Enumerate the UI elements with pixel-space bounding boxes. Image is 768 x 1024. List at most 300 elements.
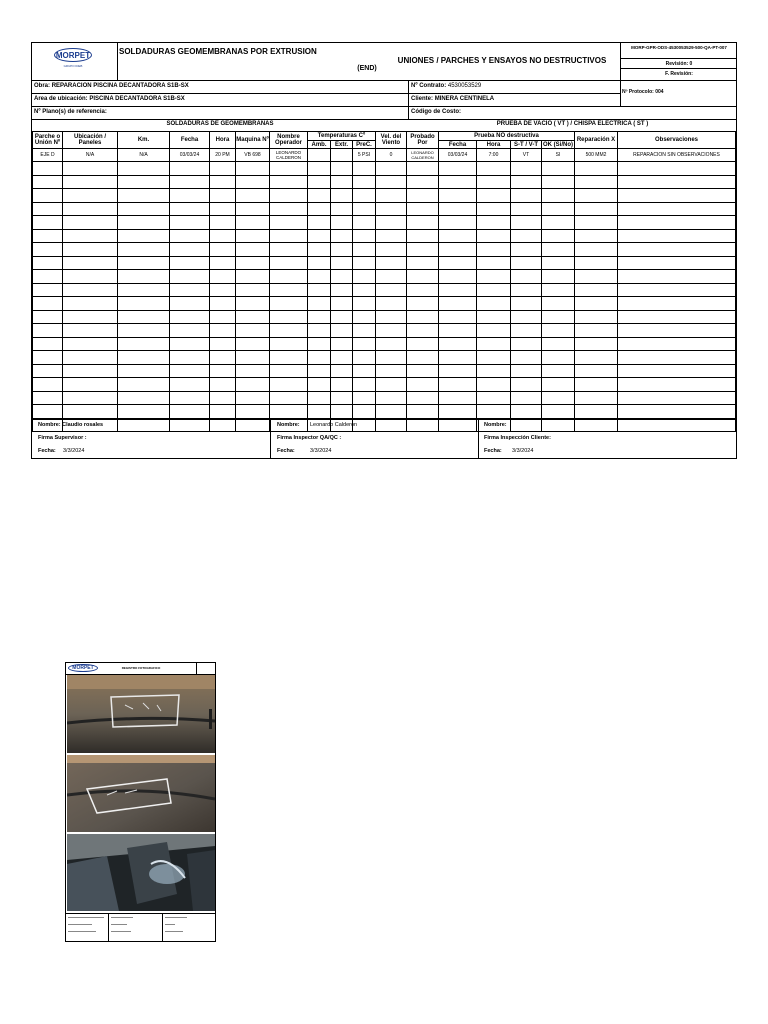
col-prueba-nd: Prueba NO destructiva xyxy=(439,132,575,141)
form-subtitle: UNIONES / PARCHES Y ENSAYOS NO DESTRUCTIVOS xyxy=(397,56,607,65)
empty-cell xyxy=(353,175,376,189)
empty-cell xyxy=(618,405,736,419)
empty-cell xyxy=(270,189,308,203)
empty-cell xyxy=(63,202,118,216)
empty-cell xyxy=(511,202,542,216)
col-prec: PreC. xyxy=(353,141,376,149)
empty-cell xyxy=(308,202,331,216)
empty-cell xyxy=(407,378,439,392)
empty-cell xyxy=(308,297,331,311)
empty-cell xyxy=(308,364,331,378)
contrato-field: Nº Contrato: 4530053529 xyxy=(411,83,482,89)
empty-cell xyxy=(270,283,308,297)
empty-cell xyxy=(376,229,407,243)
empty-cell xyxy=(236,418,270,432)
empty-rows xyxy=(33,162,736,432)
cell-hora: 20 PM xyxy=(210,149,236,162)
empty-cell xyxy=(170,243,210,257)
empty-cell xyxy=(542,256,575,270)
empty-cell xyxy=(308,229,331,243)
empty-cell xyxy=(236,391,270,405)
empty-cell xyxy=(353,378,376,392)
empty-table-row xyxy=(33,243,736,257)
cliente-field: Cliente: MINERA CENTINELA xyxy=(411,96,495,102)
empty-cell xyxy=(353,216,376,230)
document-code: MORP-GPR-ODS-4530053529-500-QA-PT-007 xyxy=(631,45,727,50)
empty-cell xyxy=(511,189,542,203)
empty-cell xyxy=(118,243,170,257)
empty-cell xyxy=(618,202,736,216)
empty-cell xyxy=(331,378,353,392)
empty-cell xyxy=(542,189,575,203)
empty-cell xyxy=(511,405,542,419)
empty-cell xyxy=(575,418,618,432)
empty-cell xyxy=(439,162,477,176)
empty-cell xyxy=(407,216,439,230)
empty-cell xyxy=(210,270,236,284)
empty-cell xyxy=(618,418,736,432)
empty-cell xyxy=(170,364,210,378)
empty-cell xyxy=(33,256,63,270)
plano-field: Nº Plano(s) de referencia: xyxy=(34,109,107,115)
empty-cell xyxy=(542,337,575,351)
empty-cell xyxy=(542,270,575,284)
empty-cell xyxy=(618,175,736,189)
empty-cell xyxy=(236,189,270,203)
empty-cell xyxy=(236,243,270,257)
empty-cell xyxy=(170,162,210,176)
mini-footer-line xyxy=(68,924,92,925)
empty-table-row xyxy=(33,310,736,324)
empty-cell xyxy=(63,364,118,378)
empty-cell xyxy=(439,297,477,311)
empty-cell xyxy=(542,364,575,378)
col-extr: Extr. xyxy=(331,141,353,149)
empty-cell xyxy=(376,270,407,284)
empty-cell xyxy=(575,256,618,270)
empty-cell xyxy=(63,243,118,257)
cell-operador: LEONARDO CALDERON xyxy=(270,149,308,162)
empty-cell xyxy=(210,243,236,257)
empty-cell xyxy=(439,243,477,257)
empty-table-row xyxy=(33,256,736,270)
inspector-date-label: Fecha: xyxy=(277,448,295,454)
inspector-date: 3/3/2024 xyxy=(310,448,332,454)
empty-cell xyxy=(439,337,477,351)
empty-cell xyxy=(331,270,353,284)
empty-cell xyxy=(210,310,236,324)
empty-cell xyxy=(270,364,308,378)
empty-cell xyxy=(118,364,170,378)
empty-cell xyxy=(542,378,575,392)
empty-cell xyxy=(575,175,618,189)
area-field: Area de ubicación: PISCINA DECANTADORA S1B-SX xyxy=(34,96,185,102)
empty-cell xyxy=(308,324,331,338)
empty-table-row xyxy=(33,391,736,405)
empty-cell xyxy=(353,324,376,338)
empty-cell xyxy=(407,162,439,176)
site-photo-3 xyxy=(67,834,215,911)
empty-cell xyxy=(575,364,618,378)
empty-cell xyxy=(170,337,210,351)
mini-footer-line xyxy=(68,917,104,918)
supervisor-name: Nombre: Claudio rosales xyxy=(38,422,104,428)
empty-cell xyxy=(407,310,439,324)
empty-cell xyxy=(376,337,407,351)
empty-cell xyxy=(353,189,376,203)
empty-cell xyxy=(63,297,118,311)
cell-km: N/A xyxy=(118,149,170,162)
empty-table-row xyxy=(33,405,736,419)
empty-cell xyxy=(618,324,736,338)
empty-cell xyxy=(118,162,170,176)
empty-cell xyxy=(618,391,736,405)
supervisor-signature: Firma Supervisor : xyxy=(38,435,87,441)
col-operador: Nombre Operador xyxy=(270,132,308,149)
empty-cell xyxy=(618,243,736,257)
empty-cell xyxy=(270,175,308,189)
empty-cell xyxy=(511,324,542,338)
empty-cell xyxy=(210,162,236,176)
empty-cell xyxy=(353,283,376,297)
empty-cell xyxy=(210,229,236,243)
empty-cell xyxy=(33,162,63,176)
empty-cell xyxy=(575,283,618,297)
obra-field: Obra: REPARACION PISCINA DECANTADORA S1B-SX xyxy=(34,83,189,89)
empty-table-row xyxy=(33,297,736,311)
empty-cell xyxy=(308,391,331,405)
empty-cell xyxy=(439,364,477,378)
empty-cell xyxy=(236,256,270,270)
empty-cell xyxy=(575,229,618,243)
empty-cell xyxy=(542,391,575,405)
empty-cell xyxy=(542,324,575,338)
empty-cell xyxy=(331,310,353,324)
empty-table-row xyxy=(33,351,736,365)
empty-cell xyxy=(210,283,236,297)
empty-cell xyxy=(270,324,308,338)
empty-cell xyxy=(477,337,511,351)
empty-cell xyxy=(118,229,170,243)
empty-cell xyxy=(236,270,270,284)
empty-cell xyxy=(511,216,542,230)
empty-cell xyxy=(270,216,308,230)
empty-cell xyxy=(270,243,308,257)
empty-cell xyxy=(170,175,210,189)
empty-cell xyxy=(170,324,210,338)
cell-viento: 0 xyxy=(376,149,407,162)
empty-cell xyxy=(477,216,511,230)
empty-table-row xyxy=(33,202,736,216)
empty-cell xyxy=(575,405,618,419)
empty-cell xyxy=(118,418,170,432)
col-ubicacion: Ubicación / Paneles xyxy=(63,132,118,149)
empty-cell xyxy=(376,364,407,378)
report-logo: MORPET xyxy=(68,664,98,672)
empty-cell xyxy=(331,364,353,378)
empty-cell xyxy=(477,351,511,365)
empty-cell xyxy=(210,405,236,419)
empty-cell xyxy=(118,216,170,230)
empty-cell xyxy=(353,202,376,216)
empty-cell xyxy=(33,216,63,230)
col-ok: OK (Si/No) xyxy=(543,141,573,148)
empty-cell xyxy=(353,229,376,243)
empty-cell xyxy=(511,243,542,257)
empty-cell xyxy=(542,351,575,365)
empty-cell xyxy=(63,324,118,338)
empty-cell xyxy=(33,351,63,365)
empty-cell xyxy=(511,256,542,270)
empty-table-row xyxy=(33,189,736,203)
empty-cell xyxy=(118,391,170,405)
empty-cell xyxy=(511,310,542,324)
empty-cell xyxy=(118,202,170,216)
site-photo-1 xyxy=(67,675,215,753)
empty-cell xyxy=(618,162,736,176)
empty-cell xyxy=(63,310,118,324)
empty-cell xyxy=(439,391,477,405)
empty-cell xyxy=(63,229,118,243)
empty-cell xyxy=(210,418,236,432)
empty-cell xyxy=(331,202,353,216)
empty-cell xyxy=(511,283,542,297)
cell-ok: SI xyxy=(542,149,575,162)
empty-cell xyxy=(308,256,331,270)
empty-cell xyxy=(33,229,63,243)
empty-cell xyxy=(511,297,542,311)
empty-cell xyxy=(63,270,118,284)
empty-cell xyxy=(575,162,618,176)
empty-cell xyxy=(308,337,331,351)
empty-cell xyxy=(236,297,270,311)
empty-cell xyxy=(353,405,376,419)
empty-cell xyxy=(236,175,270,189)
supervisor-date: 3/3/2024 xyxy=(63,448,85,454)
empty-cell xyxy=(270,229,308,243)
empty-table-row xyxy=(33,364,736,378)
empty-cell xyxy=(477,229,511,243)
site-photo-2 xyxy=(67,755,215,832)
empty-cell xyxy=(353,351,376,365)
empty-cell xyxy=(618,283,736,297)
empty-cell xyxy=(439,418,477,432)
empty-cell xyxy=(236,351,270,365)
empty-cell xyxy=(407,391,439,405)
client-date-label: Fecha: xyxy=(484,448,502,454)
empty-cell xyxy=(308,162,331,176)
empty-cell xyxy=(575,216,618,230)
empty-cell xyxy=(376,324,407,338)
cell-fecha: 03/03/24 xyxy=(170,149,210,162)
empty-cell xyxy=(542,418,575,432)
empty-cell xyxy=(575,202,618,216)
empty-cell xyxy=(118,270,170,284)
empty-cell xyxy=(308,175,331,189)
col-viento: Vel. del Viento xyxy=(376,132,407,149)
empty-cell xyxy=(118,283,170,297)
empty-cell xyxy=(33,283,63,297)
empty-cell xyxy=(575,310,618,324)
empty-cell xyxy=(170,297,210,311)
empty-cell xyxy=(308,405,331,419)
empty-cell xyxy=(477,162,511,176)
cell-observaciones: REPARACION SIN OBSERVACIONES xyxy=(618,149,736,162)
empty-cell xyxy=(170,256,210,270)
empty-cell xyxy=(376,310,407,324)
col-hora: Hora xyxy=(210,132,236,149)
empty-cell xyxy=(439,324,477,338)
client-name-label: Nombre: xyxy=(484,422,507,428)
empty-cell xyxy=(33,270,63,284)
cell-probado: LEONARDO CALDERON xyxy=(407,149,439,162)
empty-cell xyxy=(210,324,236,338)
empty-cell xyxy=(376,351,407,365)
empty-cell xyxy=(618,189,736,203)
empty-cell xyxy=(33,202,63,216)
col-hora2: Hora xyxy=(477,141,511,149)
empty-cell xyxy=(63,256,118,270)
empty-cell xyxy=(331,256,353,270)
empty-cell xyxy=(118,189,170,203)
empty-cell xyxy=(407,364,439,378)
empty-cell xyxy=(542,175,575,189)
empty-cell xyxy=(439,310,477,324)
empty-cell xyxy=(236,337,270,351)
empty-cell xyxy=(236,378,270,392)
empty-cell xyxy=(511,229,542,243)
cell-fecha2: 03/03/24 xyxy=(439,149,477,162)
empty-cell xyxy=(170,391,210,405)
empty-cell xyxy=(407,189,439,203)
empty-cell xyxy=(542,229,575,243)
empty-cell xyxy=(210,202,236,216)
empty-cell xyxy=(270,351,308,365)
empty-cell xyxy=(353,162,376,176)
empty-cell xyxy=(353,391,376,405)
empty-cell xyxy=(407,337,439,351)
mini-footer-line xyxy=(111,931,131,932)
empty-cell xyxy=(477,189,511,203)
empty-cell xyxy=(63,337,118,351)
empty-cell xyxy=(575,243,618,257)
empty-cell xyxy=(407,405,439,419)
empty-cell xyxy=(33,391,63,405)
empty-cell xyxy=(33,378,63,392)
empty-cell xyxy=(511,162,542,176)
empty-table-row xyxy=(33,216,736,230)
empty-cell xyxy=(407,283,439,297)
supervisor-date-label: Fecha: xyxy=(38,448,56,454)
empty-cell xyxy=(353,310,376,324)
empty-cell xyxy=(575,351,618,365)
empty-cell xyxy=(477,364,511,378)
empty-cell xyxy=(407,175,439,189)
empty-cell xyxy=(33,337,63,351)
empty-cell xyxy=(236,364,270,378)
empty-cell xyxy=(308,310,331,324)
mini-footer-line xyxy=(165,924,175,925)
empty-cell xyxy=(236,216,270,230)
mini-footer-line xyxy=(111,917,133,918)
empty-cell xyxy=(542,405,575,419)
cell-hora2: 7:00 xyxy=(477,149,511,162)
empty-table-row xyxy=(33,337,736,351)
empty-cell xyxy=(270,405,308,419)
empty-cell xyxy=(407,418,439,432)
empty-cell xyxy=(270,310,308,324)
empty-cell xyxy=(308,270,331,284)
empty-cell xyxy=(439,270,477,284)
client-date: 3/3/2024 xyxy=(512,448,534,454)
empty-cell xyxy=(439,283,477,297)
empty-cell xyxy=(618,229,736,243)
empty-table-row xyxy=(33,418,736,432)
section-testing: PRUEBA DE VACIO ( VT ) / CHISPA ELECTRICA ( ST ) xyxy=(496,121,649,127)
empty-cell xyxy=(118,310,170,324)
empty-cell xyxy=(270,202,308,216)
col-reparacion: Reparación X xyxy=(575,132,618,149)
empty-table-row xyxy=(33,324,736,338)
empty-cell xyxy=(33,324,63,338)
empty-cell xyxy=(542,243,575,257)
welding-table xyxy=(32,131,736,432)
empty-table-row xyxy=(33,162,736,176)
inspector-name-label: Nombre: xyxy=(277,422,300,428)
empty-cell xyxy=(170,405,210,419)
empty-cell xyxy=(33,297,63,311)
empty-cell xyxy=(542,202,575,216)
empty-cell xyxy=(575,324,618,338)
empty-cell xyxy=(439,405,477,419)
empty-cell xyxy=(118,256,170,270)
empty-cell xyxy=(170,202,210,216)
client-signature: Firma Inspección Cliente: xyxy=(484,435,551,441)
empty-table-row xyxy=(33,175,736,189)
empty-cell xyxy=(376,243,407,257)
cell-ubicacion: N/A xyxy=(63,149,118,162)
table-row xyxy=(33,149,736,162)
empty-cell xyxy=(308,283,331,297)
empty-cell xyxy=(210,175,236,189)
empty-cell xyxy=(63,391,118,405)
mini-footer-line xyxy=(68,931,96,932)
empty-cell xyxy=(210,364,236,378)
empty-cell xyxy=(210,391,236,405)
empty-cell xyxy=(511,391,542,405)
col-temperaturas: Temperaturas Cº xyxy=(308,132,376,141)
empty-cell xyxy=(210,378,236,392)
empty-cell xyxy=(170,283,210,297)
form-title: SOLDADURAS GEOMEMBRANAS POR EXTRUSION xyxy=(119,47,317,56)
empty-cell xyxy=(331,229,353,243)
empty-cell xyxy=(63,351,118,365)
empty-cell xyxy=(270,378,308,392)
empty-cell xyxy=(511,351,542,365)
empty-cell xyxy=(353,297,376,311)
col-fecha2: Fecha xyxy=(439,141,477,149)
empty-cell xyxy=(542,216,575,230)
mini-footer-line xyxy=(111,924,127,925)
col-parche: Parche o Unión Nº xyxy=(33,132,63,149)
empty-cell xyxy=(511,364,542,378)
empty-cell xyxy=(118,378,170,392)
empty-table-row xyxy=(33,283,736,297)
empty-cell xyxy=(118,337,170,351)
mini-footer-line xyxy=(165,917,187,918)
empty-cell xyxy=(331,337,353,351)
empty-cell xyxy=(439,202,477,216)
